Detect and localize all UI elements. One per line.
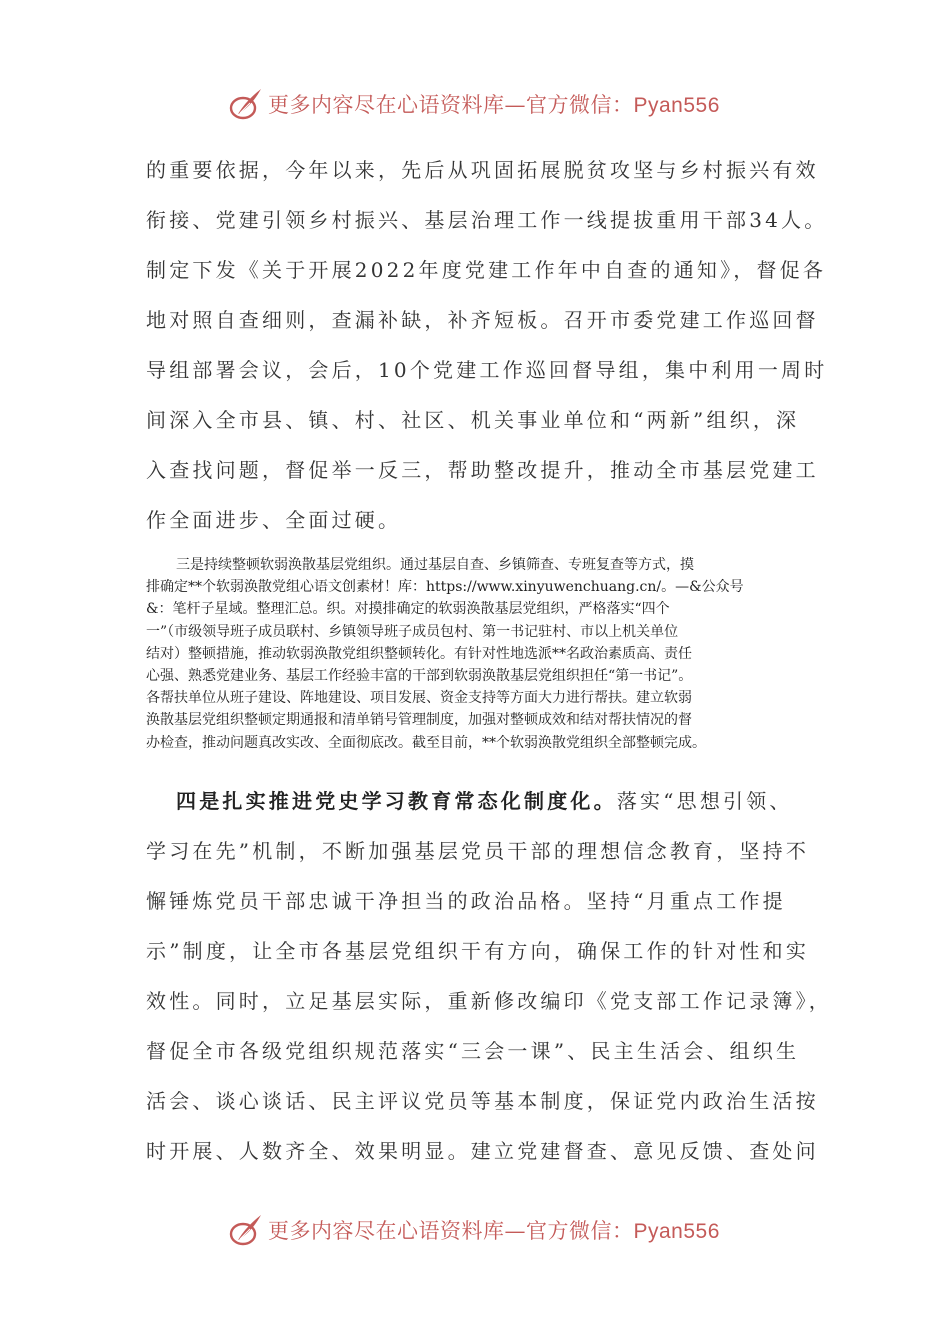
paragraph-2 bbox=[146, 554, 806, 754]
text-line: 涣散基层党组织整顿定期通报和清单销号管理制度，加强对整顿成效和结对帮扶情况的督 bbox=[146, 712, 692, 729]
text-span: 落实“思想引领、 bbox=[616, 789, 793, 813]
text-line: 排确定**个软弱涣散党组心语文创素材！库：https://www.xinyuwenchuang.cn/。—&公众号 bbox=[146, 579, 744, 596]
text-line: 地对照自查细则，查漏补缺，补齐短板。召开市委党建工作巡回督 bbox=[146, 308, 819, 332]
text-line: &：笔杆子星域。整理汇总。织。对摸排确定的软弱涣散基层党组织，严格落实“四个 bbox=[146, 601, 670, 618]
text-line: 时开展、人数齐全、效果明显。建立党建督查、意见反馈、查处问 bbox=[146, 1139, 819, 1163]
text-line: 学习在先”机制，不断加强基层党员干部的理想信念教育，坚持不 bbox=[146, 839, 810, 863]
text-line: 衔接、党建引领乡村振兴、基层治理工作一线提拔重用干部34人。 bbox=[146, 208, 828, 232]
text-line: 活会、谈心谈话、民主评议党员等基本制度，保证党内政治生活按 bbox=[146, 1089, 819, 1113]
text-line: 导组部署会议，会后，10个党建工作巡回督导组，集中利用一周时 bbox=[146, 358, 828, 382]
footer-banner-text: 更多内容尽在心语资料库—官方微信：Pyan556 bbox=[268, 1219, 720, 1243]
text-line: 间深入全市县、镇、村、社区、机关事业单位和“两新”组织，深 bbox=[146, 408, 800, 432]
text-line: 办检查，推动问题真改实改、全面彻底改。截至目前，**个软弱涣散党组织全部整顿完成。 bbox=[146, 734, 706, 751]
quill-logo-icon bbox=[228, 1212, 264, 1248]
text-line: 的重要依据，今年以来，先后从巩固拓展脱贫攻坚与乡村振兴有效 bbox=[146, 158, 819, 182]
text-line: 效性。同时，立足基层实际，重新修改编印《党支部工作记录簿》， bbox=[146, 989, 832, 1013]
text-line bbox=[146, 776, 806, 826]
text-line: 懈锤炼党员干部忠诚干净担当的政治品格。坚持“月重点工作提 bbox=[146, 889, 786, 913]
text-line: 各帮扶单位从班子建设、阵地建设、项目发展、资金支持等方面大力进行帮扶。建立软弱 bbox=[146, 690, 692, 707]
paragraph-3 bbox=[146, 776, 832, 1176]
text-line: 督促全市各级党组织规范落实“三会一课”、民主生活会、组织生 bbox=[146, 1039, 800, 1063]
paragraph-heading: 四是扎实推进党史学习教育常态化制度化。 bbox=[176, 789, 617, 813]
footer-banner bbox=[228, 1210, 720, 1250]
header-banner bbox=[228, 84, 720, 124]
paragraph-1 bbox=[146, 145, 828, 545]
quill-logo-icon bbox=[228, 86, 264, 122]
text-line: 入查找问题，督促举一反三，帮助整改提升，推动全市基层党建工 bbox=[146, 458, 819, 482]
text-line: 作全面进步、全面过硬。 bbox=[146, 508, 402, 532]
text-line: 示”制度，让全市各基层党组织干有方向，确保工作的针对性和实 bbox=[146, 939, 810, 963]
header-banner-text: 更多内容尽在心语资料库—官方微信：Pyan556 bbox=[268, 93, 720, 117]
text-line: 三是持续整顿软弱涣散基层党组织。通过基层自查、乡镇筛查、专班复查等方式，摸 bbox=[176, 557, 694, 573]
text-line: 心强、熟悉党建业务、基层工作经验丰富的干部到软弱涣散基层党组织担任“第一书记”。 bbox=[146, 667, 693, 684]
text-line: 一”（市级领导班子成员联村、乡镇领导班子成员包村、第一书记驻村、市以上机关单位 bbox=[146, 623, 679, 640]
text-line: 制定下发《关于开展2022年度党建工作年中自查的通知》，督促各 bbox=[146, 258, 827, 282]
text-line: 结对）整顿措施，推动软弱涣散党组织整顿转化。有针对性地选派**名政治素质高、责任 bbox=[146, 645, 692, 662]
